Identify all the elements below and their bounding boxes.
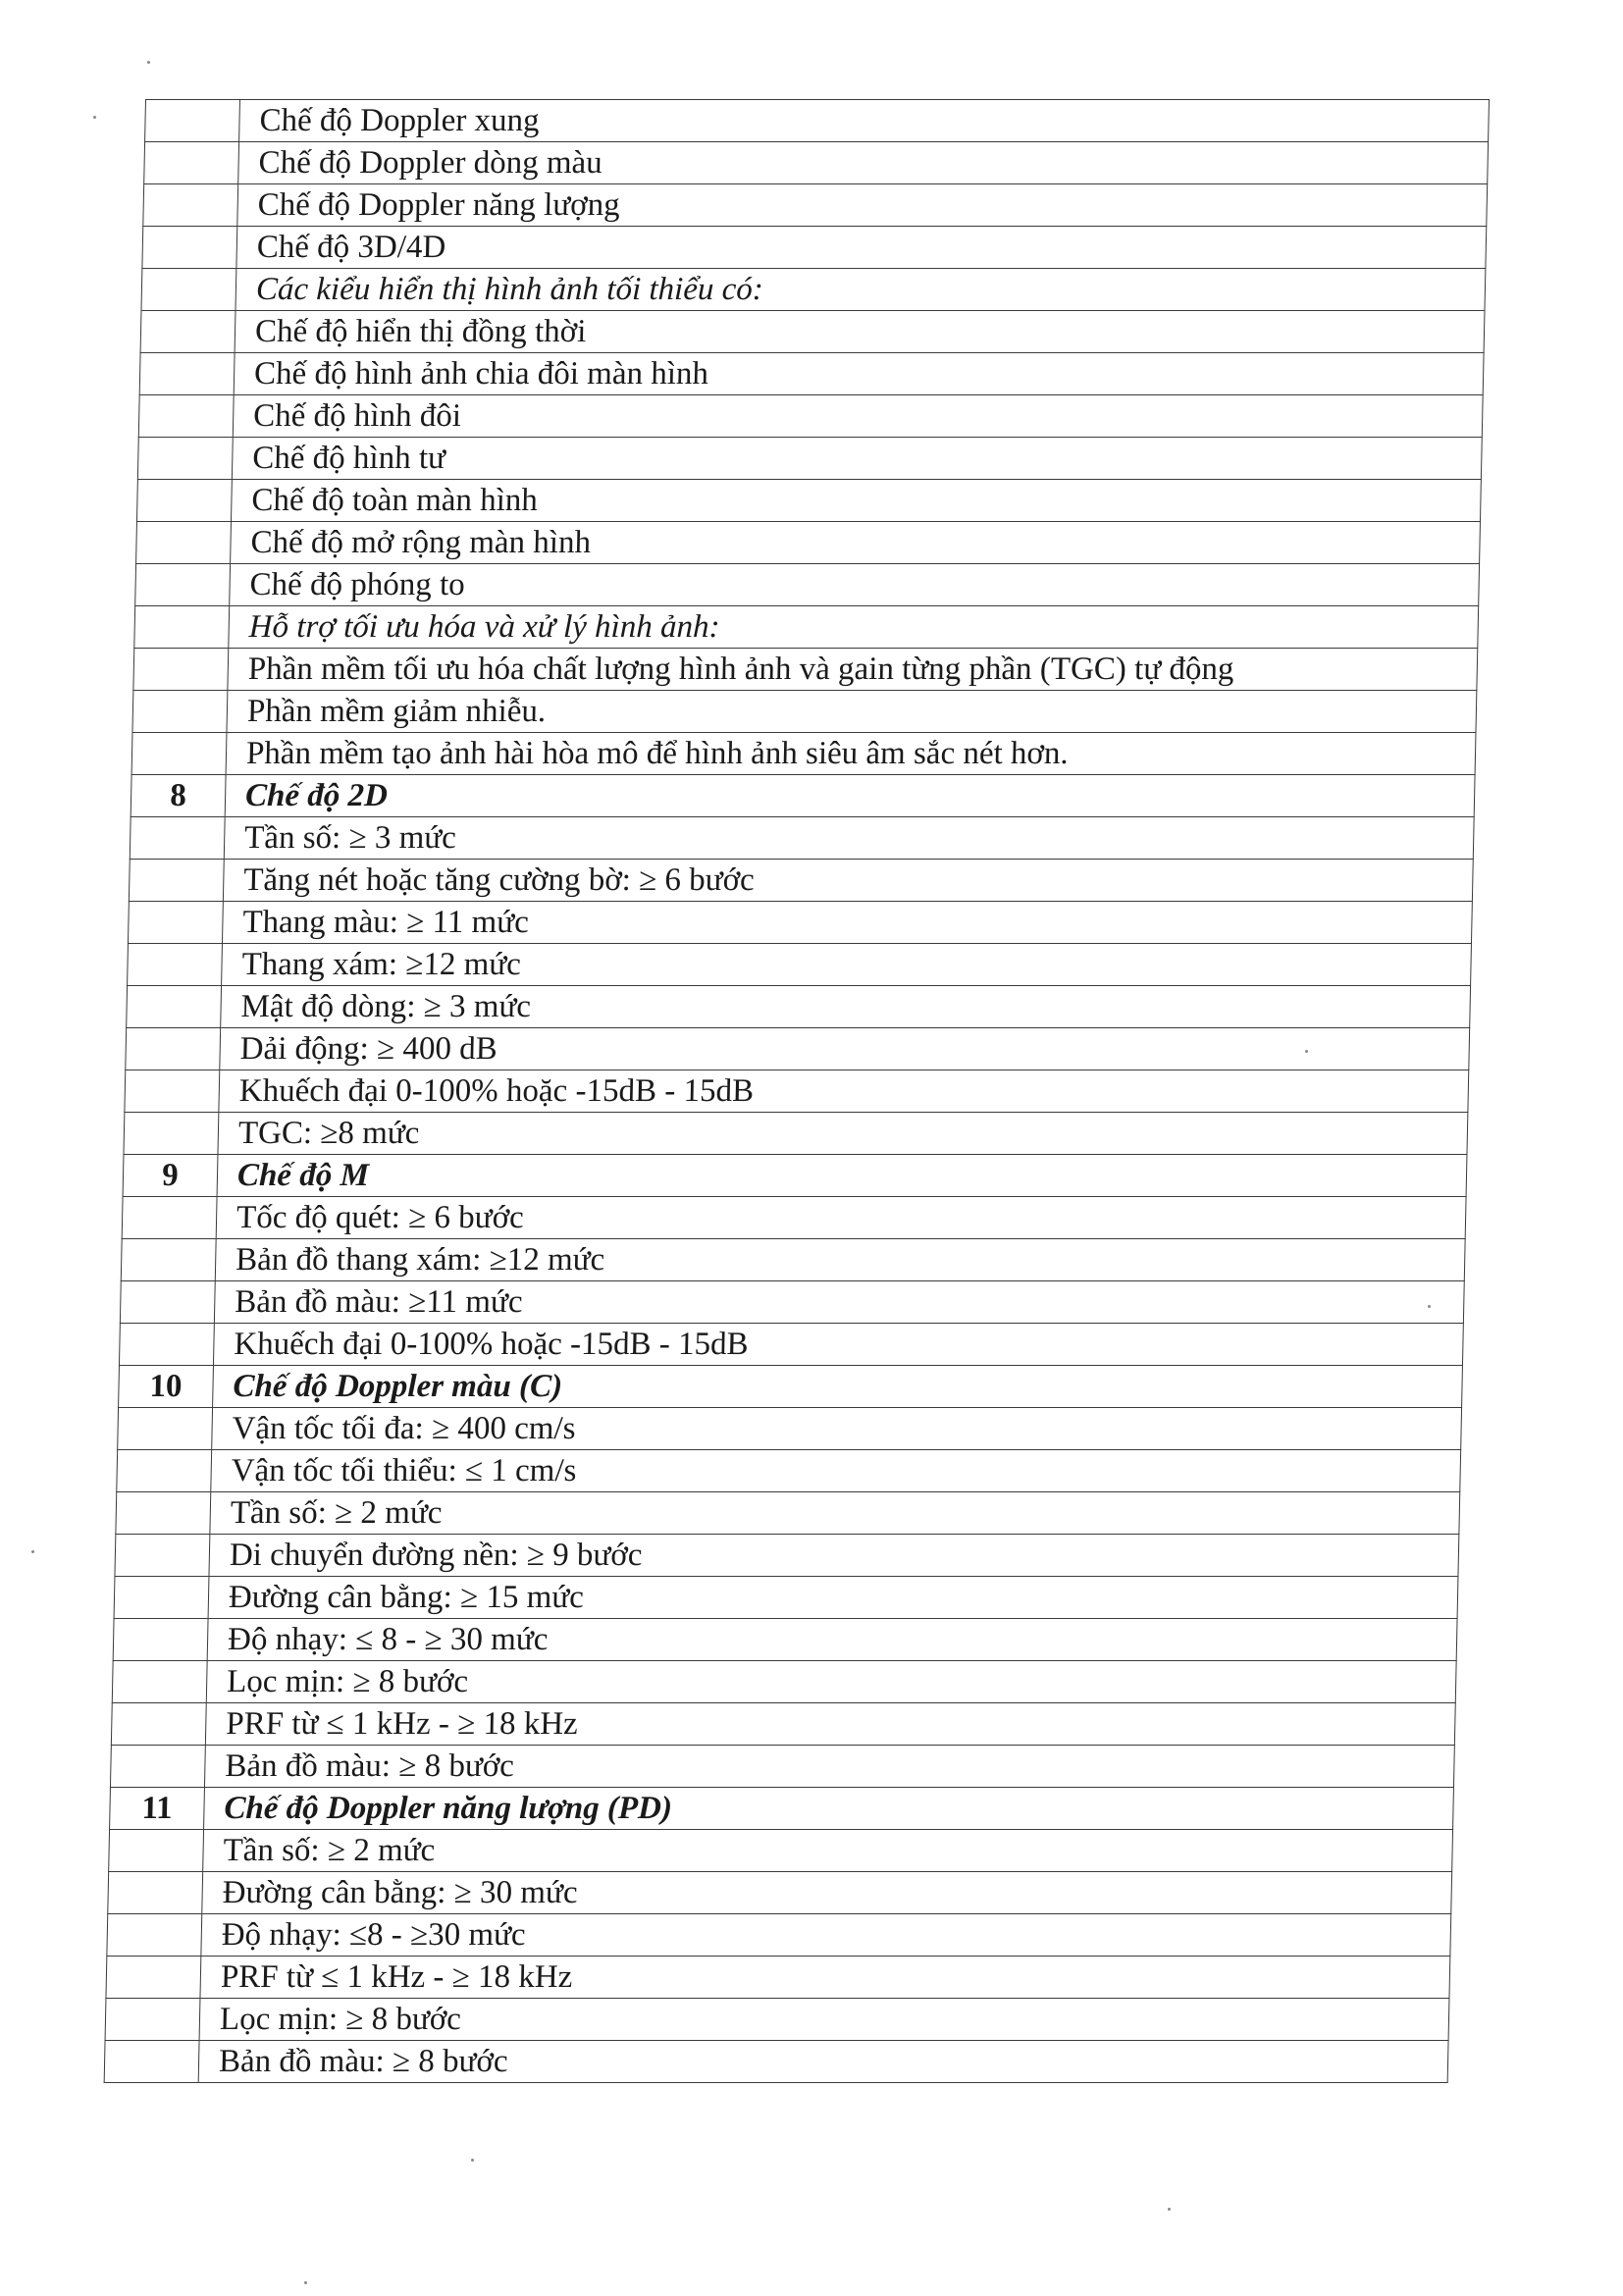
table-row xyxy=(127,986,1471,1028)
table-row xyxy=(108,1872,1452,1914)
row-number-cell xyxy=(144,142,239,184)
row-number-cell xyxy=(136,522,232,564)
spec-item-cell: Mật độ dòng: ≥ 3 mức xyxy=(221,986,1471,1028)
spec-item-cell: Vận tốc tối đa: ≥ 400 cm/s xyxy=(212,1408,1462,1450)
section-heading-row xyxy=(123,1155,1467,1197)
table-row xyxy=(142,227,1487,269)
spec-item-cell: Chế độ hình ảnh chia đôi màn hình xyxy=(234,353,1484,395)
row-number-cell xyxy=(128,902,223,944)
section-title-cell: Chế độ Doppler màu (C) xyxy=(213,1366,1463,1408)
row-number-cell xyxy=(118,1408,213,1450)
row-number-cell xyxy=(145,100,240,142)
table-row xyxy=(117,1450,1461,1492)
table-row xyxy=(137,438,1482,480)
row-number-cell xyxy=(136,480,232,522)
row-number-cell xyxy=(117,1450,212,1492)
row-number-cell xyxy=(133,649,229,691)
row-number-cell xyxy=(116,1492,211,1535)
section-heading-row xyxy=(119,1366,1463,1408)
spec-item-cell: Chế độ hình đôi xyxy=(233,395,1483,438)
row-number-cell xyxy=(129,860,224,902)
row-number-cell xyxy=(137,438,233,480)
row-number-cell xyxy=(119,1324,214,1366)
spec-item-cell: Khuếch đại 0-100% hoặc -15dB - 15dB xyxy=(219,1070,1469,1113)
section-title-cell: Chế độ 2D xyxy=(225,775,1475,817)
row-number-cell xyxy=(127,986,222,1028)
spec-item-cell: Đường cân bằng: ≥ 15 mức xyxy=(208,1577,1458,1619)
scan-speck xyxy=(31,1550,34,1553)
row-number-cell: 9 xyxy=(123,1155,218,1197)
table-row xyxy=(119,1324,1463,1366)
spec-item-cell: Lọc mịn: ≥ 8 bước xyxy=(206,1661,1456,1703)
spec-item-cell: Thang xám: ≥12 mức xyxy=(222,944,1472,986)
row-number-cell: 11 xyxy=(110,1788,205,1830)
table-row xyxy=(136,480,1481,522)
table-row xyxy=(133,649,1478,691)
row-number-cell xyxy=(125,1070,220,1113)
spec-item-cell: Chế độ hình tư xyxy=(232,438,1482,480)
row-number-cell xyxy=(130,817,225,860)
section-title-cell: Chế độ M xyxy=(217,1155,1467,1197)
spec-item-cell: Đường cân bằng: ≥ 30 mức xyxy=(202,1872,1452,1914)
spec-item-cell: Tăng nét hoặc tăng cường bờ: ≥ 6 bước xyxy=(223,860,1473,902)
table-row xyxy=(121,1239,1465,1281)
spec-item-cell: Độ nhạy: ≤8 - ≥30 mức xyxy=(201,1914,1451,1957)
spec-item-cell: Khuếch đại 0-100% hoặc -15dB - 15dB xyxy=(213,1324,1463,1366)
spec-item-cell: Tốc độ quét: ≥ 6 bước xyxy=(216,1197,1466,1239)
section-heading-row xyxy=(110,1788,1454,1830)
table-row xyxy=(118,1408,1462,1450)
table-row xyxy=(136,522,1481,564)
table-row xyxy=(132,691,1477,733)
row-number-cell xyxy=(108,1872,203,1914)
table-row xyxy=(114,1577,1458,1619)
table-row xyxy=(113,1619,1457,1661)
table-row xyxy=(120,1281,1464,1324)
spec-item-cell: Các kiểu hiển thị hình ảnh tối thiểu có: xyxy=(236,269,1486,311)
spec-item-cell: Tần số: ≥ 3 mức xyxy=(224,817,1474,860)
table-row xyxy=(115,1535,1459,1577)
row-number-cell xyxy=(142,227,237,269)
table-row xyxy=(130,817,1474,860)
table-row xyxy=(140,311,1485,353)
row-number-cell xyxy=(109,1830,204,1872)
specification-table xyxy=(104,99,1490,2083)
row-number-cell xyxy=(132,691,228,733)
table-row xyxy=(138,395,1483,438)
row-number-cell xyxy=(113,1619,208,1661)
table-row xyxy=(134,606,1479,649)
spec-item-cell: Chế độ Doppler dòng màu xyxy=(238,142,1489,184)
scan-speck xyxy=(147,61,150,64)
row-number-cell xyxy=(110,1746,205,1788)
row-number-cell xyxy=(143,184,238,227)
spec-item-cell: Chế độ phóng to xyxy=(230,564,1480,606)
table-row xyxy=(109,1830,1453,1872)
row-number-cell xyxy=(122,1197,217,1239)
spec-item-cell: Lọc mịn: ≥ 8 bước xyxy=(199,1999,1449,2041)
row-number-cell xyxy=(107,1914,202,1957)
scan-speck xyxy=(93,116,96,119)
spec-item-cell: Chế độ toàn màn hình xyxy=(231,480,1481,522)
table-row xyxy=(131,733,1476,775)
table-row xyxy=(107,1914,1451,1957)
scan-speck xyxy=(1305,1050,1308,1053)
spec-item-cell: PRF từ ≤ 1 kHz - ≥ 18 kHz xyxy=(200,1957,1450,1999)
table-row xyxy=(104,2041,1448,2083)
scan-speck xyxy=(1428,1305,1431,1308)
section-title-cell: Chế độ Doppler năng lượng (PD) xyxy=(204,1788,1454,1830)
row-number-cell xyxy=(134,606,230,649)
spec-item-cell: Chế độ hiển thị đồng thời xyxy=(235,311,1485,353)
spec-item-cell: Phần mềm tối ưu hóa chất lượng hình ảnh và gain từng phần (TGC) tự động xyxy=(228,649,1478,691)
row-number-cell xyxy=(115,1535,210,1577)
row-number-cell xyxy=(106,1957,201,1999)
row-number-cell xyxy=(126,1028,221,1070)
spec-item-cell: Chế độ Doppler năng lượng xyxy=(237,184,1488,227)
spec-item-cell: Bản đồ thang xám: ≥12 mức xyxy=(215,1239,1465,1281)
table-row xyxy=(126,1028,1470,1070)
table-row xyxy=(144,142,1489,184)
spec-item-cell: Tần số: ≥ 2 mức xyxy=(203,1830,1453,1872)
spec-item-cell: Vận tốc tối thiểu: ≤ 1 cm/s xyxy=(211,1450,1461,1492)
row-number-cell xyxy=(111,1703,206,1746)
row-number-cell xyxy=(128,944,223,986)
row-number-cell xyxy=(135,564,231,606)
scan-speck xyxy=(304,2281,307,2284)
row-number-cell xyxy=(105,1999,200,2041)
spec-item-cell: Tần số: ≥ 2 mức xyxy=(210,1492,1460,1535)
table-row xyxy=(135,564,1480,606)
row-number-cell xyxy=(114,1577,209,1619)
spec-item-cell: Hỗ trợ tối ưu hóa và xử lý hình ảnh: xyxy=(229,606,1479,649)
spec-item-cell: TGC: ≥8 mức xyxy=(218,1113,1468,1155)
table-row xyxy=(145,100,1490,142)
row-number-cell xyxy=(141,269,236,311)
table-row xyxy=(105,1999,1449,2041)
row-number-cell xyxy=(140,311,236,353)
spec-item-cell: Độ nhạy: ≤ 8 - ≥ 30 mức xyxy=(207,1619,1457,1661)
table-row xyxy=(141,269,1486,311)
table-row xyxy=(128,902,1472,944)
spec-item-cell: Di chuyển đường nền: ≥ 9 bước xyxy=(209,1535,1459,1577)
table-row xyxy=(106,1957,1450,1999)
spec-item-cell: Chế độ 3D/4D xyxy=(236,227,1487,269)
spec-item-cell: Chế độ mở rộng màn hình xyxy=(231,522,1481,564)
table-row xyxy=(143,184,1488,227)
table-row xyxy=(110,1746,1454,1788)
row-number-cell xyxy=(131,733,227,775)
row-number-cell: 8 xyxy=(131,775,226,817)
spec-item-cell: PRF từ ≤ 1 kHz - ≥ 18 kHz xyxy=(205,1703,1455,1746)
row-number-cell xyxy=(104,2041,199,2083)
scan-speck xyxy=(1168,2208,1171,2211)
spec-item-cell: Phần mềm giảm nhiễu. xyxy=(227,691,1477,733)
table-row xyxy=(112,1661,1456,1703)
scan-speck xyxy=(471,2159,474,2162)
table-row xyxy=(124,1113,1468,1155)
table-row xyxy=(122,1197,1466,1239)
row-number-cell xyxy=(124,1113,219,1155)
table-row xyxy=(125,1070,1469,1113)
table-row xyxy=(116,1492,1460,1535)
specification-table-body xyxy=(104,100,1489,2083)
spec-item-cell: Bản đồ màu: ≥11 mức xyxy=(214,1281,1464,1324)
row-number-cell: 10 xyxy=(119,1366,214,1408)
spec-item-cell: Dải động: ≥ 400 dB xyxy=(220,1028,1470,1070)
table-row xyxy=(111,1703,1455,1746)
spec-item-cell: Phần mềm tạo ảnh hài hòa mô để hình ảnh siêu âm sắc nét hơn. xyxy=(226,733,1476,775)
spec-item-cell: Thang màu: ≥ 11 mức xyxy=(222,902,1472,944)
table-row xyxy=(139,353,1484,395)
row-number-cell xyxy=(121,1239,216,1281)
spec-item-cell: Chế độ Doppler xung xyxy=(239,100,1490,142)
row-number-cell xyxy=(120,1281,215,1324)
row-number-cell xyxy=(138,395,234,438)
spec-item-cell: Bản đồ màu: ≥ 8 bước xyxy=(198,2041,1448,2083)
spec-item-cell: Bản đồ màu: ≥ 8 bước xyxy=(204,1746,1454,1788)
table-row xyxy=(128,944,1472,986)
table-row xyxy=(129,860,1473,902)
row-number-cell xyxy=(139,353,235,395)
row-number-cell xyxy=(112,1661,207,1703)
section-heading-row xyxy=(131,775,1475,817)
